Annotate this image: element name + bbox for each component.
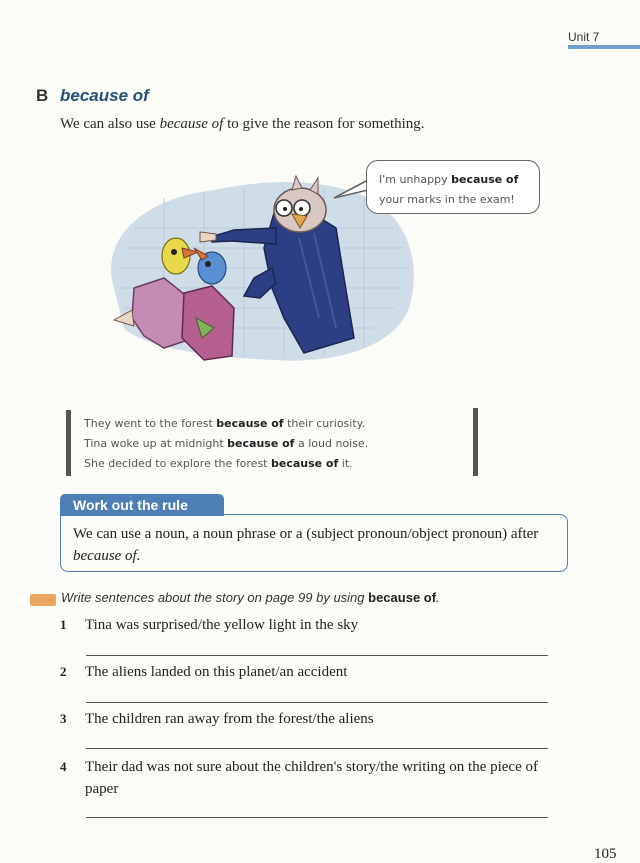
speech-bubble [366,160,540,214]
example-bold: because of [216,417,284,430]
examples-bar-left [66,410,71,476]
item-number: 1 [60,617,67,632]
example-before: They went to the forest [84,417,217,430]
unit-bar [568,45,640,49]
example-line [84,434,368,454]
item-number: 2 [60,664,67,679]
exercise-instruction [61,590,440,605]
item-prompt: Their dad was not sure about the children's story/the writing on the piece of paper [85,759,538,797]
answer-line[interactable] [86,702,548,703]
bubble-line-2: your marks in the exam! [379,193,515,206]
item-number: 4 [60,759,67,774]
instruction-text: Write sentences about the story on page 99 by using [61,590,369,605]
intro-phrase: because of [159,116,224,132]
unit-label: Unit 7 [568,30,600,44]
intro-before: We can also use [60,116,160,132]
example-after: a loud noise. [294,437,369,450]
rule-text: We can use a noun, a noun phrase or a (subject pronoun/object pronoun) after [73,526,539,542]
rule-tab: Work out the rule [60,494,224,516]
rule-box [60,514,568,572]
item-prompt: The aliens landed on this planet/an accident [85,664,348,680]
examples-box [66,410,478,476]
bubble-text-normal: I'm unhappy [379,173,452,186]
section-letter: B [36,86,49,105]
instruction-bold: because of [368,590,437,605]
examples-bar-right [473,408,478,476]
example-after: their curiosity. [283,417,366,430]
intro-after: to give the reason for something. [223,116,425,132]
section-title: because of [60,86,149,105]
example-line [84,414,368,434]
page-number: 105 [594,846,617,862]
bubble-tail [332,178,370,202]
intro-text [60,116,425,133]
answer-line[interactable] [86,748,548,749]
answer-line[interactable] [86,655,548,656]
example-before: She decided to explore the forest [84,457,271,470]
item-number: 3 [60,711,67,726]
example-bold: because of [227,437,295,450]
example-before: Tina woke up at midnight [84,437,228,450]
example-bold: because of [270,457,339,470]
examples-lines [84,414,368,474]
bubble-line-1 [379,170,529,190]
answer-line[interactable] [86,817,548,818]
example-line [84,454,368,474]
rule-phrase: because of. [73,548,141,564]
example-after: it. [338,457,353,470]
item-prompt: Tina was surprised/the yellow light in the sky [85,617,359,633]
instruction-end: . [436,590,440,605]
bubble-text-bold: because of [451,173,519,186]
item-prompt: The children ran away from the forest/the aliens [85,711,374,727]
task-marker [30,594,56,606]
